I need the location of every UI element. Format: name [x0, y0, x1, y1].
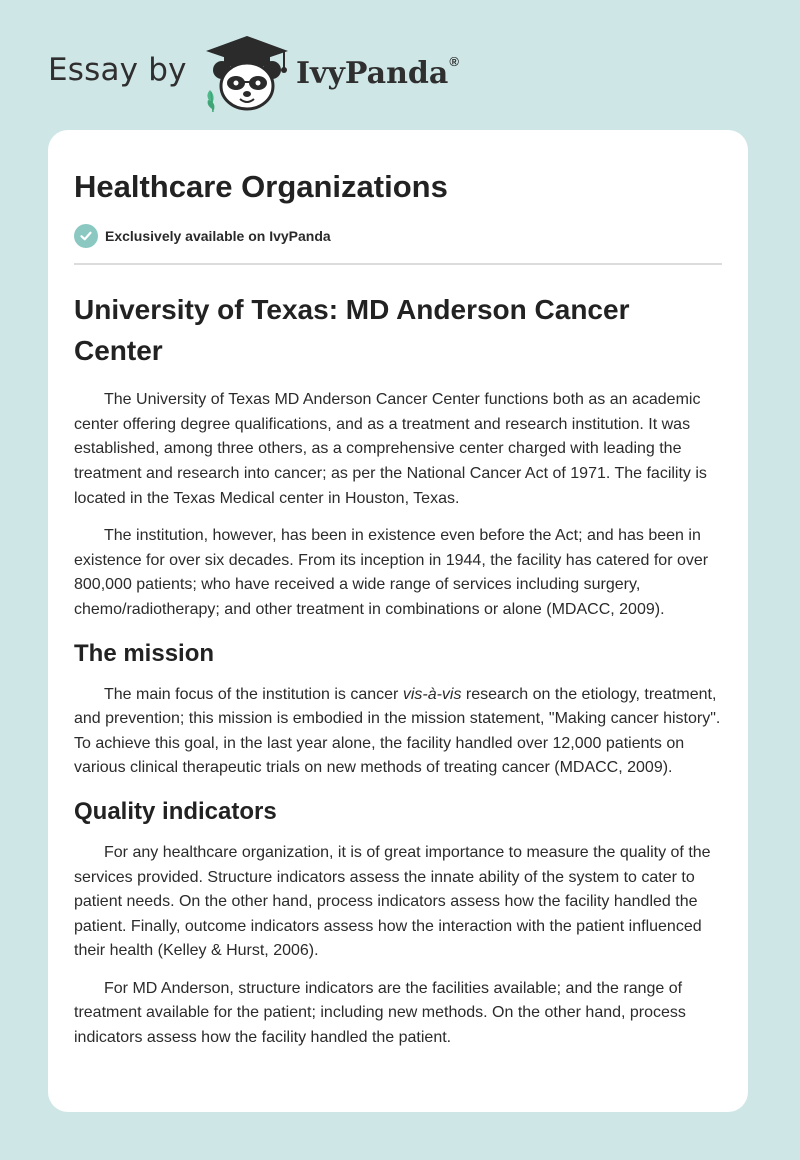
- article-card: [48, 130, 748, 1112]
- mission-text: The main focus of the institution is cancer: [104, 685, 403, 703]
- quality-paragraph: For MD Anderson, structure indicators are the facilities available; and the range of treatment available for the patient; including new methods. On the other hand, process indicators assess how the facility handled the patient.: [74, 979, 686, 1047]
- page-title: Healthcare Organizations: [74, 169, 448, 204]
- panda-graduation-cap-icon[interactable]: [202, 34, 292, 112]
- brand-name[interactable]: [296, 56, 459, 91]
- essay-by-label: Essay by: [48, 52, 187, 88]
- quality-paragraph: For any healthcare organization, it is of great importance to measure the quality of the services provided. Structure indicators assess the innate ability of the system to cater to patient needs. On the other hand, process indicators assess how the facility handled the patient. Finally, outcome indicators assess how the interaction with the patient influenced their health (Kelley & Hurst, 2006).: [74, 843, 711, 960]
- divider: [74, 263, 722, 265]
- section-title: University of Texas: MD Anderson Cancer Center: [74, 294, 630, 367]
- site-header: [0, 0, 800, 130]
- mission-italic: vis-à-vis: [402, 685, 462, 703]
- mission-text: research on the etiology, treatment, and prevention; this mission is embodied in the mission statement, "Making cancer history". To achieve this goal, in the last year alone, the facility handled over 12,000 patients on various clinical therapeutic trials on new methods of treating cancer (MDACC, 2009).: [74, 685, 721, 777]
- registered-mark: ®: [449, 54, 459, 69]
- quality-heading: Quality indicators: [74, 797, 277, 825]
- check-icon: [74, 224, 98, 248]
- mission-paragraph: [74, 683, 722, 781]
- badge-text: Exclusively available on IvyPanda: [105, 228, 331, 245]
- exclusive-badge: [74, 223, 722, 249]
- intro-paragraph: The institution, however, has been in existence even before the Act; and has been in existence for over six decades. From its inception in 1944, the facility has catered for over 800,000 patients; who have received a wide range of services including surgery, chemo/radiotherapy; and other treatment in combinations or alone (MDACC, 2009).: [74, 527, 709, 618]
- mission-heading: The mission: [74, 639, 215, 667]
- article-content: [48, 168, 748, 1051]
- brand-text: IvyPanda: [296, 56, 449, 91]
- intro-paragraph: The University of Texas MD Anderson Cancer Center functions both as an academic center offering degree qualifications, and as a treatment and research institution. It was established, among three others, as a comprehensive center charged with leading the treatment and research into cancer; as per the National Cancer Act of 1971. The facility is located in the Texas Medical center in Houston, Texas.: [74, 391, 707, 507]
